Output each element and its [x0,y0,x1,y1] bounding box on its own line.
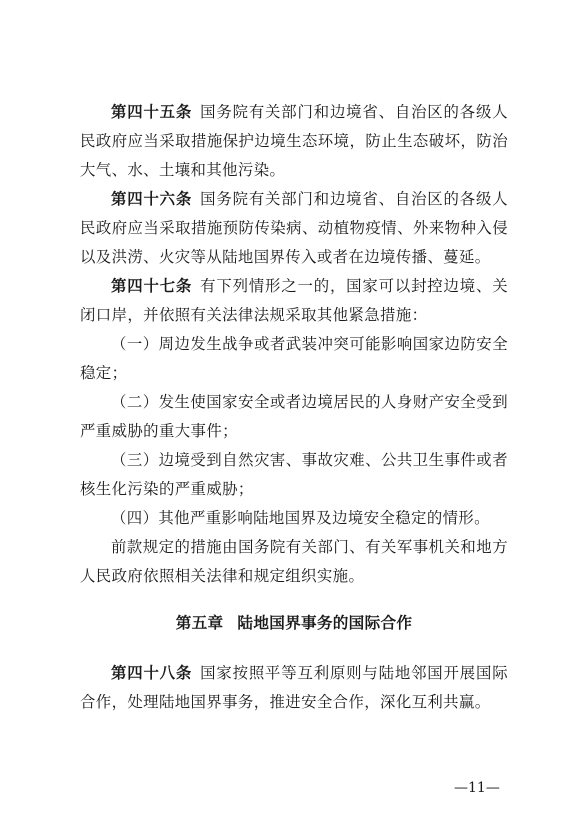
list-item: （三）边境受到自然灾害、事故灾难、公共卫生事件或者核生化污染的严重威胁； [80,451,508,498]
document-body [80,98,508,717]
article-45 [80,98,508,185]
article-label: 第四十六条 [111,190,193,208]
article-label: 第四十七条 [111,277,193,295]
article-text: 国家按照平等互利原则与陆地邻国开展国际合作，处理陆地国界事务，推进安全合作，深化互利共赢。 [80,664,508,711]
chapter-number: 第五章 [175,614,224,632]
chapter-title: 陆地国界事务的国际合作 [237,614,413,632]
closing-paragraph: 前款规定的措施由国务院有关部门、有关军事机关和地方人民政府依照相关法律和规定组织实施。 [80,538,508,585]
chapter-heading [80,609,508,638]
list-item: （一）周边发生战争或者武装冲突可能影响国家边防安全稳定； [80,335,508,382]
article-48 [80,659,508,717]
article-47 [80,272,508,330]
list-item: （四）其他严重影响陆地国界及边境安全稳定的情形。 [111,509,490,527]
article-label: 第四十五条 [111,103,193,121]
page-number: —11— [454,780,500,796]
article-text: 有下列情形之一的，国家可以封控边境、关闭口岸，并依照有关法律法规采取其他紧急措施： [80,277,508,324]
list-item: （二）发生使国家安全或者边境居民的人身财产安全受到严重威胁的重大事件； [80,393,508,440]
article-text: 国务院有关部门和边境省、自治区的各级人民政府应当采取措施预防传染病、动植物疫情、外来物种入侵以及洪涝、火灾等从陆地国界传入或者在边境传播、蔓延。 [80,190,508,266]
article-label: 第四十八条 [111,664,193,682]
article-text: 国务院有关部门和边境省、自治区的各级人民政府应当采取措施保护边境生态环境，防止生态破坏，防治大气、水、土壤和其他污染。 [80,103,508,179]
article-46 [80,185,508,272]
